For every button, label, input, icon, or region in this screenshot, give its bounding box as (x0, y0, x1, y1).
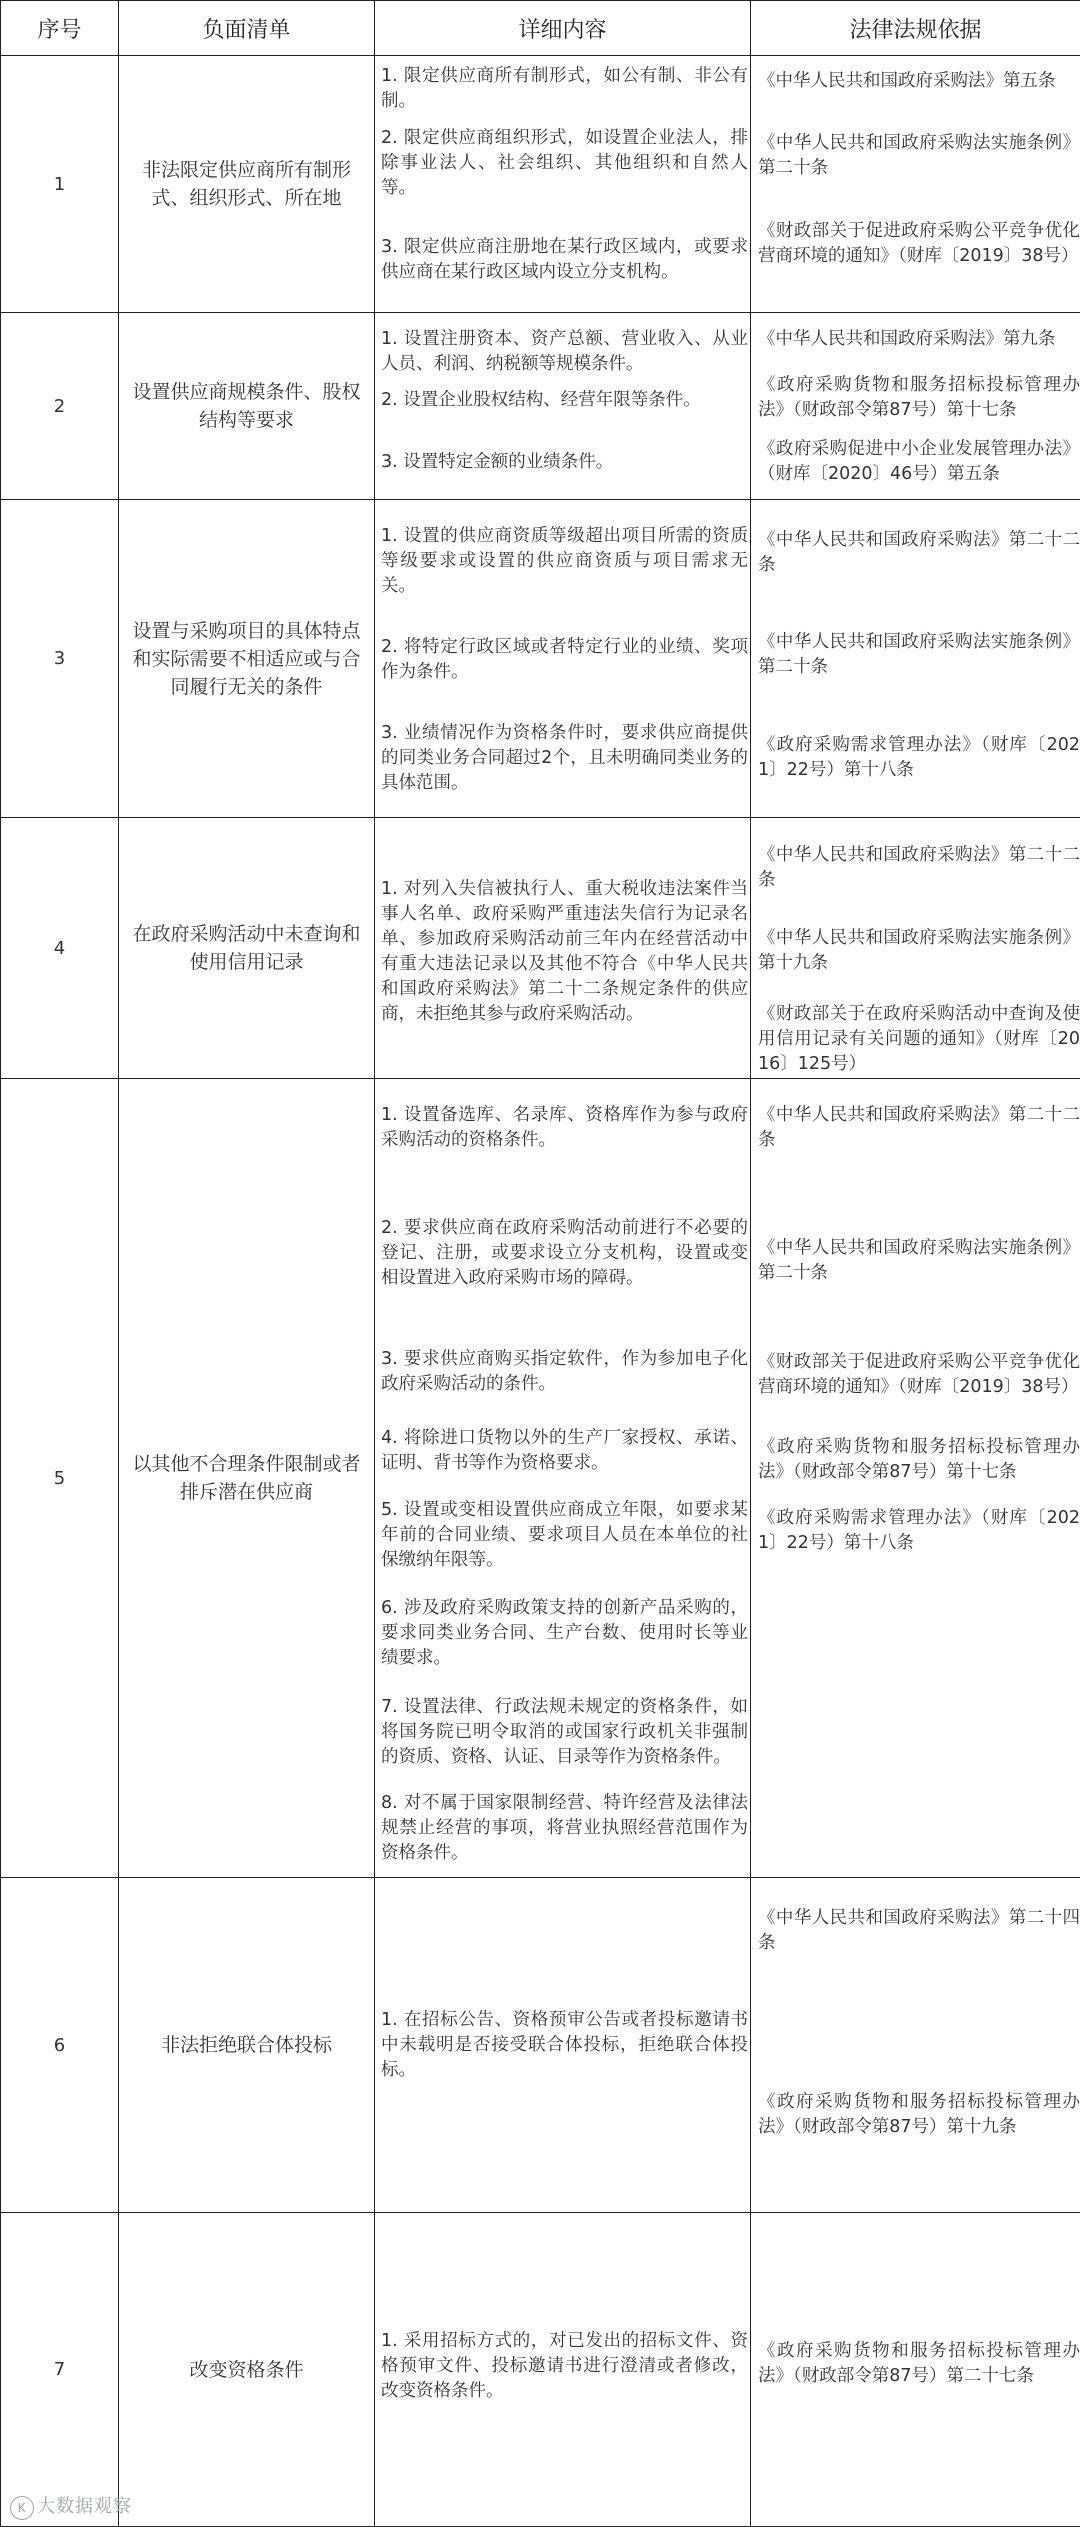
law-text: 《政府采购货物和服务招标投标管理办法》（财政部令第87号）第十七条 (751, 373, 1080, 423)
law-cell (751, 56, 1080, 313)
law-cell (751, 313, 1080, 500)
header-legal-basis: 法律法规依据 (751, 1, 1080, 56)
detail-text: 1. 限定供应商所有制形式，如公有制、非公有制。 (375, 64, 750, 114)
law-cell (751, 818, 1080, 1079)
header-details: 详细内容 (375, 1, 751, 56)
detail-cell (375, 1079, 751, 1878)
negative-item: 改变资格条件 (119, 2213, 375, 2527)
table-row (1, 2213, 1080, 2527)
watermark-text: 大数据观察 (37, 2496, 132, 2517)
row-index: 1 (1, 56, 119, 313)
detail-text: 2. 限定供应商组织形式，如设置企业法人，排除事业法人、社会组织、其他组织和自然人等。 (375, 126, 750, 201)
detail-cell (375, 818, 751, 1079)
table-header-row (1, 1, 1080, 56)
detail-text: 2. 设置企业股权结构、经营年限等条件。 (375, 388, 750, 413)
header-index: 序号 (1, 1, 119, 56)
detail-text: 1. 对列入失信被执行人、重大税收违法案件当事人名单、政府采购严重违法失信行为记录名单、参加政府采购活动前三年内在经营活动中有重大违法记录以及其他不符合《中华人民共和国政府采购法》第二十二条规定条件的供应商，未拒绝其参与政府采购活动。 (375, 877, 750, 1027)
detail-text: 1. 设置备选库、名录库、资格库作为参与政府采购活动的资格条件。 (375, 1103, 750, 1153)
detail-text: 2. 将特定行政区域或者特定行业的业绩、奖项作为条件。 (375, 635, 750, 685)
detail-text: 2. 要求供应商在政府采购活动前进行不必要的登记、注册，或要求设立分支机构，设置或变相设置进入政府采购市场的障碍。 (375, 1216, 750, 1291)
watermark-logo-icon: K (10, 2496, 34, 2520)
row-index: 2 (1, 313, 119, 500)
row-index: 3 (1, 500, 119, 818)
detail-text: 4. 将除进口货物以外的生产厂家授权、承诺、证明、背书等作为资格要求。 (375, 1426, 750, 1476)
law-text: 《中华人民共和国政府采购法实施条例》第二十条 (751, 630, 1080, 680)
law-text: 《中华人民共和国政府采购法》第五条 (751, 69, 1080, 94)
law-cell (751, 1878, 1080, 2213)
law-text: 《中华人民共和国政府采购法》第二十四条 (751, 1906, 1080, 1956)
row-index: 7 (1, 2213, 119, 2527)
negative-item: 非法拒绝联合体投标 (119, 1878, 375, 2213)
detail-text: 8. 对不属于国家限制经营、特许经营及法律法规禁止经营的事项，将营业执照经营范围作为资格条件。 (375, 1791, 750, 1866)
row-index: 6 (1, 1878, 119, 2213)
detail-text: 1. 设置注册资本、资产总额、营业收入、从业人员、利润、纳税额等规模条件。 (375, 327, 750, 377)
table-row (1, 1878, 1080, 2213)
law-text: 《中华人民共和国政府采购法》第九条 (751, 327, 1080, 352)
law-text: 《财政部关于在政府采购活动中查询及使用信用记录有关问题的通知》（财库〔2016〕125号） (751, 1002, 1080, 1077)
row-index: 5 (1, 1079, 119, 1878)
detail-cell (375, 500, 751, 818)
negative-item: 非法限定供应商所有制形式、组织形式、所在地 (119, 56, 375, 313)
law-text: 《政府采购需求管理办法》（财库〔2021〕22号）第十八条 (751, 1506, 1080, 1556)
law-text: 《中华人民共和国政府采购法实施条例》第二十条 (751, 1236, 1080, 1286)
detail-cell (375, 56, 751, 313)
table-row (1, 500, 1080, 818)
detail-text: 1. 在招标公告、资格预审公告或者投标邀请书中未载明是否接受联合体投标，拒绝联合体投标。 (375, 2008, 750, 2083)
watermark (10, 2492, 132, 2520)
law-text: 《中华人民共和国政府采购法实施条例》第二十条 (751, 131, 1080, 181)
detail-text: 3. 要求供应商购买指定软件，作为参加电子化政府采购活动的条件。 (375, 1347, 750, 1397)
law-cell (751, 500, 1080, 818)
law-text: 《政府采购货物和服务招标投标管理办法》（财政部令第87号）第十七条 (751, 1435, 1080, 1485)
table-row (1, 56, 1080, 313)
law-cell (751, 2213, 1080, 2527)
negative-item: 以其他不合理条件限制或者排斥潜在供应商 (119, 1079, 375, 1878)
law-text: 《中华人民共和国政府采购法》第二十二条 (751, 843, 1080, 893)
detail-text: 1. 设置的供应商资质等级超出项目所需的资质等级要求或设置的供应商资质与项目需求无关。 (375, 524, 750, 599)
detail-text: 1. 采用招标方式的，对已发出的招标文件、资格预审文件、投标邀请书进行澄清或者修改，改变资格条件。 (375, 2329, 750, 2404)
detail-text: 7. 设置法律、行政法规未规定的资格条件，如将国务院已明令取消的或国家行政机关非强制的资质、资格、认证、目录等作为资格条件。 (375, 1695, 750, 1770)
negative-item: 设置与采购项目的具体特点和实际需要不相适应或与合同履行无关的条件 (119, 500, 375, 818)
law-text: 《政府采购需求管理办法》（财库〔2021〕22号）第十八条 (751, 733, 1080, 783)
row-index: 4 (1, 818, 119, 1079)
law-cell (751, 1079, 1080, 1878)
detail-text: 6. 涉及政府采购政策支持的创新产品采购的，要求同类业务合同、生产台数、使用时长等业绩要求。 (375, 1596, 750, 1671)
detail-cell (375, 1878, 751, 2213)
law-text: 《中华人民共和国政府采购法实施条例》第十九条 (751, 926, 1080, 976)
header-negative-list: 负面清单 (119, 1, 375, 56)
table-row (1, 1079, 1080, 1878)
detail-text: 3. 设置特定金额的业绩条件。 (375, 450, 750, 475)
detail-text: 5. 设置或变相设置供应商成立年限，如要求某年前的合同业绩、要求项目人员在本单位的社保缴纳年限等。 (375, 1498, 750, 1573)
negative-item: 设置供应商规模条件、股权结构等要求 (119, 313, 375, 500)
negative-item: 在政府采购活动中未查询和使用信用记录 (119, 818, 375, 1079)
law-text: 《中华人民共和国政府采购法》第二十二条 (751, 1103, 1080, 1153)
law-text: 《政府采购促进中小企业发展管理办法》（财库〔2020〕46号）第五条 (751, 437, 1080, 487)
law-text: 《中华人民共和国政府采购法》第二十二条 (751, 528, 1080, 578)
detail-text: 3. 限定供应商注册地在某行政区域内，或要求供应商在某行政区域内设立分支机构。 (375, 235, 750, 285)
law-text: 《财政部关于促进政府采购公平竞争优化营商环境的通知》（财库〔2019〕38号） (751, 219, 1080, 269)
detail-cell (375, 313, 751, 500)
detail-text: 3. 业绩情况作为资格条件时，要求供应商提供的同类业务合同超过2个，且未明确同类业务的具体范围。 (375, 721, 750, 796)
table-row (1, 313, 1080, 500)
table-row (1, 818, 1080, 1079)
detail-cell (375, 2213, 751, 2527)
law-text: 《政府采购货物和服务招标投标管理办法》（财政部令第87号）第二十七条 (751, 2339, 1080, 2389)
law-text: 《政府采购货物和服务招标投标管理办法》（财政部令第87号）第十九条 (751, 2090, 1080, 2140)
law-text: 《财政部关于促进政府采购公平竞争优化营商环境的通知》（财库〔2019〕38号） (751, 1350, 1080, 1400)
